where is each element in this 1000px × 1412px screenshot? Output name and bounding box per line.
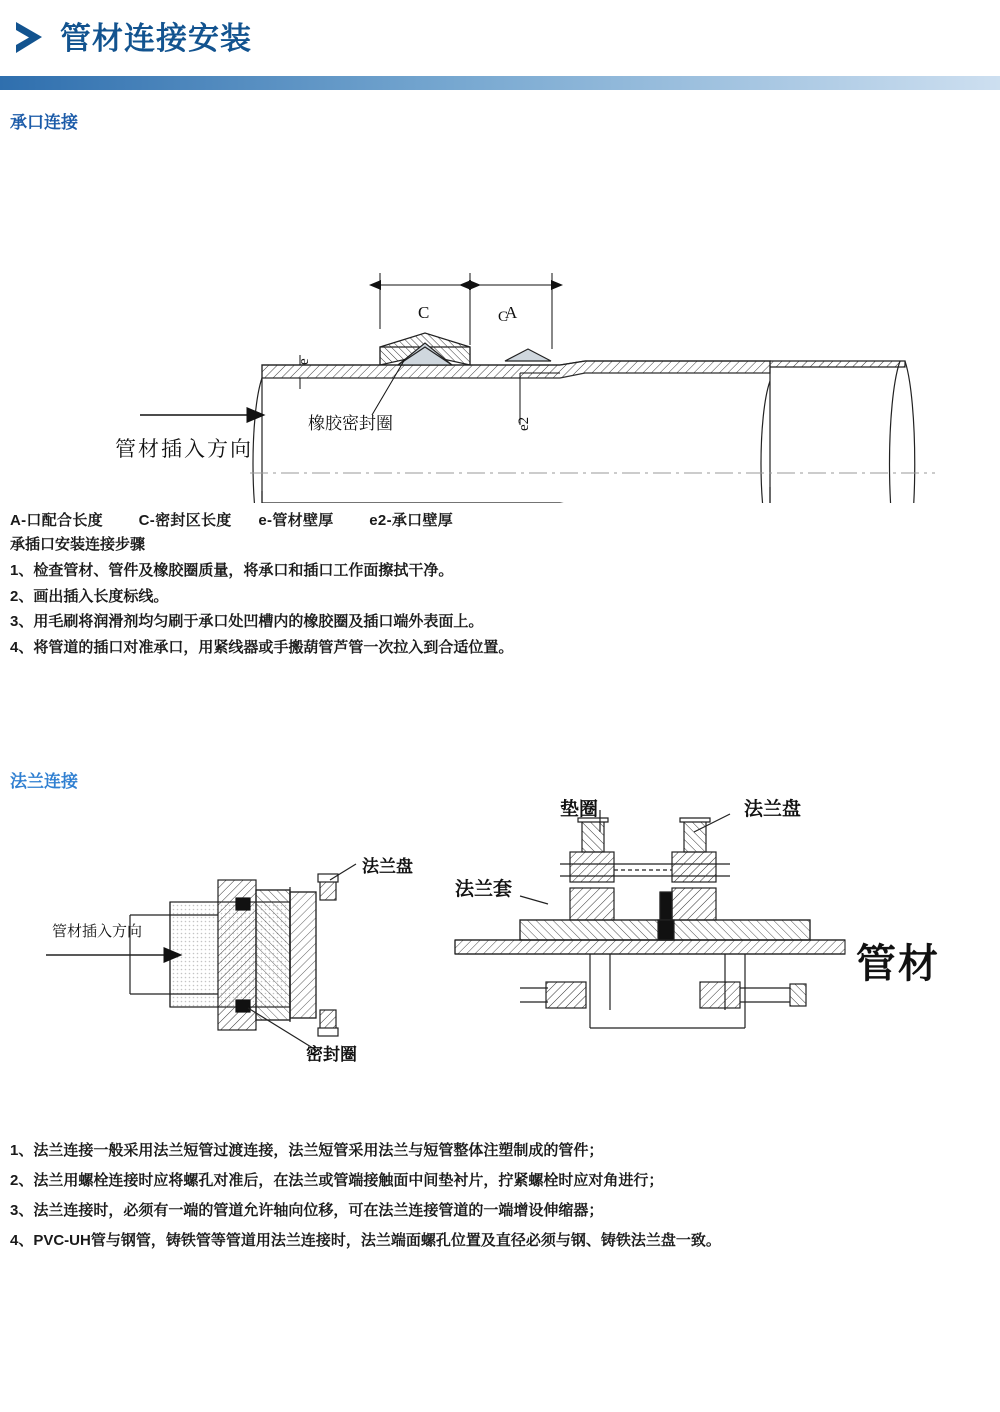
chevron-right-icon: [12, 18, 52, 58]
socket-step-4: 4、将管道的插口对准承口，用紧线器或手搬葫管芦管一次拉入到合适位置。: [10, 639, 514, 657]
label-dim-a-text: A: [505, 303, 518, 322]
socket-step-2: 2、画出插入长度标线。: [10, 587, 169, 605]
label-flange-seal-ring: 密封圈: [306, 1044, 357, 1064]
socket-joint-diagram: [0, 133, 1000, 503]
section-title-socket: 承口连接: [10, 113, 78, 132]
label-seal-ring: 橡胶密封圈: [308, 414, 393, 433]
label-flange-plate-left: 法兰盘: [362, 856, 413, 876]
label-dim-c: C: [498, 309, 509, 325]
label-flange-insert-direction: 管材插入方向: [52, 923, 143, 940]
flange-joint-diagram: [0, 792, 1000, 1122]
page-header: [0, 0, 1000, 68]
socket-step-1: 1、检查管材、管件及橡胶圈质量，将承口和插口工作面擦拭干净。: [10, 561, 454, 579]
label-wall-e: e: [296, 358, 312, 365]
header-divider: [0, 76, 1000, 90]
label-flange-plate-right: 法兰盘: [744, 798, 802, 820]
flange-note-1: 1、法兰连接一般采用法兰短管过渡连接，法兰短管采用法兰与短管整体注塑制成的管件；: [10, 1141, 604, 1159]
label-gasket: 垫圈: [560, 798, 599, 820]
flange-joint-drawing: [0, 792, 1000, 1122]
label-pipe: 管材: [856, 940, 940, 986]
flange-note-3: 3、法兰连接时，必须有一端的管道允许轴向位移，可在法兰连接管道的一端增设伸缩器；: [10, 1201, 604, 1219]
flange-note-4: 4、PVC-UH管与钢管，铸铁管等管道用法兰连接时，法兰端面螺孔位置及直径必须与钢、铸铁法兰盘一致。: [10, 1231, 721, 1249]
page-title: 管材连接安装: [60, 20, 252, 56]
socket-steps: [10, 532, 1000, 661]
socket-steps-title: 承插口安装连接步骤: [10, 536, 146, 553]
label-insert-direction: 管材插入方向: [115, 437, 253, 461]
label-flange-sleeve: 法兰套: [455, 878, 513, 900]
flange-note-2: 2、法兰用螺栓连接时应将螺孔对准后，在法兰或管端接触面中间垫衬片，拧紧螺栓时应对角进行；: [10, 1171, 664, 1189]
socket-step-3: 3、用毛刷将润滑剂均匀刷于承口处凹槽内的橡胶圈及插口端外表面上。: [10, 613, 484, 631]
label-dim-c-text: C: [418, 303, 430, 322]
label-wall-e2: e2: [516, 416, 532, 431]
socket-legend: A-口配合长度 C-密封区长度 e-管材壁厚 e2-承口壁厚: [10, 512, 454, 529]
flange-notes: [10, 1136, 1000, 1256]
section-title-flange: 法兰连接: [10, 771, 78, 791]
